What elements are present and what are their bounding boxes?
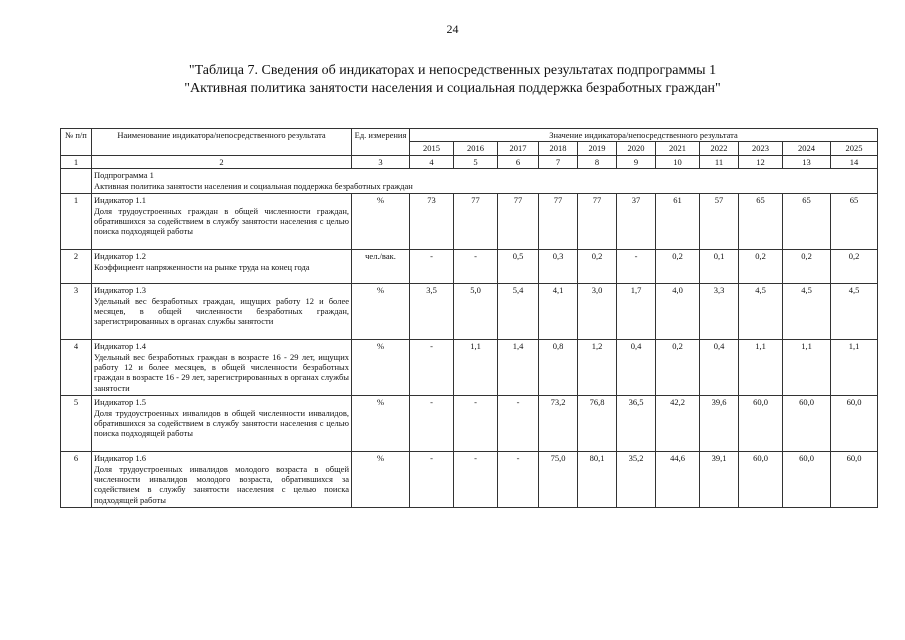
value-cell: 73,2 [539,396,578,452]
table-row [61,284,878,340]
subprogram-name: Активная политика занятости населения и социальная поддержка безработных граждан [94,180,413,191]
value-cell: 1,2 [578,340,617,396]
value-cell: 1,1 [739,340,783,396]
column-index: 10 [656,155,700,168]
table-row [61,452,878,508]
unit-cell: % [352,194,410,250]
column-index: 3 [352,155,410,168]
value-cell: 5,4 [498,284,539,340]
column-index: 9 [617,155,656,168]
row-number: 5 [61,396,92,452]
value-cell: 4,5 [783,284,831,340]
header-year: 2015 [410,142,454,155]
header-year: 2017 [498,142,539,155]
value-cell: 60,0 [783,452,831,508]
value-cell: 35,2 [617,452,656,508]
value-cell: 0,1 [700,250,739,284]
value-cell: 42,2 [656,396,700,452]
value-cell: 44,6 [656,452,700,508]
value-cell: 0,4 [700,340,739,396]
header-year: 2020 [617,142,656,155]
unit-cell: % [352,396,410,452]
row-number: 2 [61,250,92,284]
column-index: 1 [61,155,92,168]
value-cell: - [454,396,498,452]
indicator-cell [92,452,352,508]
unit-cell: % [352,452,410,508]
column-index: 13 [783,155,831,168]
table-row [61,340,878,396]
subprogram-num-cell [61,169,92,194]
value-cell: 75,0 [539,452,578,508]
value-cell: - [410,250,454,284]
value-cell: 0,8 [539,340,578,396]
value-cell: 65 [783,194,831,250]
value-cell: 65 [831,194,878,250]
value-cell: 0,2 [656,250,700,284]
value-cell: 60,0 [739,396,783,452]
value-cell: - [498,452,539,508]
indicator-description: Доля трудоустроенных граждан в общей численности граждан, обратившихся за содействием в службу занятости населения с целью поиска подходящей работы [94,205,349,237]
indicator-description: Удельный вес безработных граждан, ищущих работу 12 и более месяцев, в общей численности безработных граждан, зарегистрированных в органах службы занятости [94,295,349,327]
unit-cell: % [352,340,410,396]
value-cell: 61 [656,194,700,250]
value-cell: - [454,250,498,284]
value-cell: 0,2 [783,250,831,284]
value-cell: 1,1 [831,340,878,396]
indicator-cell [92,284,352,340]
header-num: № п/п [61,129,92,156]
value-cell: 73 [410,194,454,250]
indicator-description: Удельный вес безработных граждан в возрасте 16 - 29 лет, ищущих работу 12 и более месяцев, в общей численности безработных граждан в возрасте 16 - 29 лет, зарегистрированных в органах службы занятости [94,351,349,393]
indicator-title: Индикатор 1.6 [94,453,146,464]
indicator-description: Доля трудоустроенных инвалидов в общей численности инвалидов, обратившихся за содействием в службу занятости населения с целью поиска подходящей работы [94,407,349,439]
value-cell: 60,0 [739,452,783,508]
value-cell: 4,5 [739,284,783,340]
indicator-cell [92,194,352,250]
value-cell: 1,1 [454,340,498,396]
value-cell: 4,5 [831,284,878,340]
row-number: 3 [61,284,92,340]
value-cell: 4,1 [539,284,578,340]
value-cell: 4,0 [656,284,700,340]
column-index: 6 [498,155,539,168]
table-title: "Таблица 7. Сведения об индикаторах и непосредственных результатах подпрограммы 1 "Активная политика занятости населения и социальная поддержка безработных граждан" [184,63,721,96]
indicator-title: Индикатор 1.5 [94,397,146,408]
header-year: 2019 [578,142,617,155]
column-index: 5 [454,155,498,168]
row-number: 4 [61,340,92,396]
value-cell: - [410,340,454,396]
indicator-cell [92,340,352,396]
value-cell: 77 [454,194,498,250]
value-cell: 0,4 [617,340,656,396]
value-cell: 1,1 [783,340,831,396]
value-cell: - [410,452,454,508]
value-cell: 0,2 [656,340,700,396]
header-year: 2024 [783,142,831,155]
indicator-title: Индикатор 1.1 [94,195,146,206]
indicator-title: Индикатор 1.3 [94,285,146,296]
column-index: 12 [739,155,783,168]
header-year: 2023 [739,142,783,155]
indicator-title: Индикатор 1.4 [94,341,146,352]
table-row [61,194,878,250]
column-index: 14 [831,155,878,168]
unit-cell: чел./вак. [352,250,410,284]
header-name: Наименование индикатора/непосредственного результата [92,129,352,156]
value-cell: - [410,396,454,452]
value-cell: 39,1 [700,452,739,508]
column-index-row [61,155,878,168]
value-cell: 77 [539,194,578,250]
header-year: 2025 [831,142,878,155]
indicator-title: Индикатор 1.2 [94,251,146,262]
column-index: 2 [92,155,352,168]
column-index: 11 [700,155,739,168]
value-cell: 60,0 [831,396,878,452]
value-cell: - [454,452,498,508]
value-cell: 0,5 [498,250,539,284]
value-cell: - [498,396,539,452]
value-cell: 77 [578,194,617,250]
indicator-description: Доля трудоустроенных инвалидов молодого возраста в общей численности инвалидов молодого возраста, обратившихся за содействием в службу занятости населения с целью поиска подходящей работы [94,463,349,505]
header-row [61,129,878,142]
value-cell: 1,7 [617,284,656,340]
row-number: 1 [61,194,92,250]
value-cell: 36,5 [617,396,656,452]
header-year: 2021 [656,142,700,155]
value-cell: 0,2 [739,250,783,284]
header-value: Значение индикатора/непосредственного результата [410,129,878,142]
header-year: 2016 [454,142,498,155]
value-cell: 60,0 [783,396,831,452]
value-cell: 60,0 [831,452,878,508]
column-index: 8 [578,155,617,168]
header-year: 2018 [539,142,578,155]
value-cell: 77 [498,194,539,250]
indicator-cell [92,396,352,452]
subprogram-cell [92,169,878,194]
column-index: 7 [539,155,578,168]
value-cell: 1,4 [498,340,539,396]
value-cell: 37 [617,194,656,250]
header-year: 2022 [700,142,739,155]
value-cell: 65 [739,194,783,250]
unit-cell: % [352,284,410,340]
value-cell: 0,2 [831,250,878,284]
row-number: 6 [61,452,92,508]
value-cell: 3,5 [410,284,454,340]
table-row [61,396,878,452]
value-cell: 0,3 [539,250,578,284]
value-cell: 5,0 [454,284,498,340]
value-cell: 39,6 [700,396,739,452]
value-cell: 3,3 [700,284,739,340]
value-cell: 3,0 [578,284,617,340]
value-cell: 57 [700,194,739,250]
page-number: 24 [446,22,459,36]
column-index: 4 [410,155,454,168]
subprogram-label: Подпрограмма 1 [94,170,154,181]
value-cell: 76,8 [578,396,617,452]
value-cell: 0,2 [578,250,617,284]
value-cell: 80,1 [578,452,617,508]
indicators-table [60,128,878,508]
indicator-description: Коэффициент напряженности на рынке труда на конец года [94,261,310,272]
table-row [61,250,878,284]
value-cell: - [617,250,656,284]
indicator-cell [92,250,352,284]
subprogram-row [61,169,878,194]
header-unit: Ед. измерения [352,129,410,156]
